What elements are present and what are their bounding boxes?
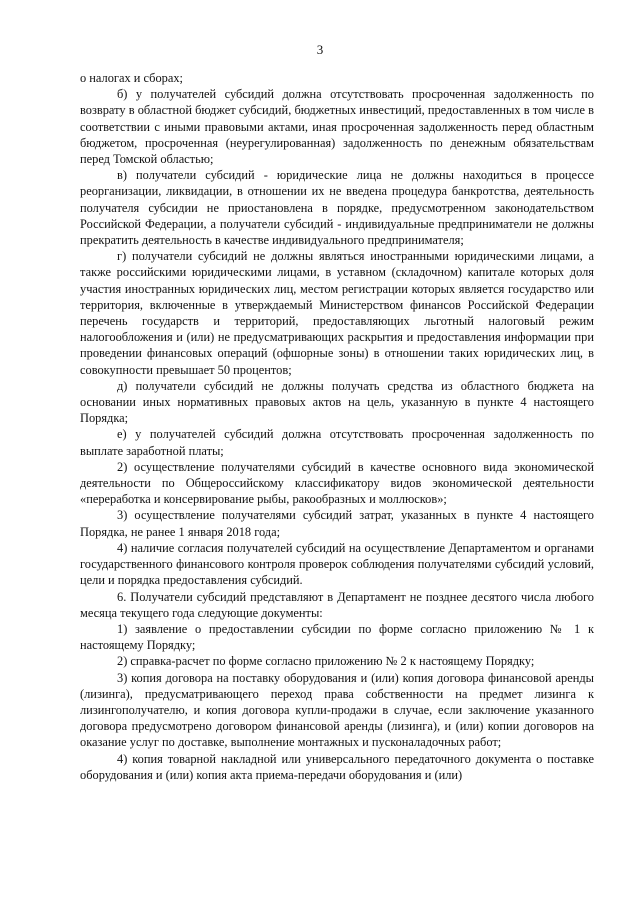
- document-body: [80, 70, 594, 783]
- paragraph-document-2: 2) справка-расчет по форме согласно приложению № 2 к настоящему Порядку;: [117, 654, 535, 669]
- paragraph-condition-3: 3) осуществление получателями субсидий затрат, указанных в пункте 4 настоящего Порядка, не ранее 1 января 2018 года;: [80, 508, 594, 539]
- paragraph-condition-2: 2) осуществление получателями субсидий в качестве основного вида экономической деятельности по Общероссийскому классификатору видов экономической деятельности «переработка и консервирование рыбы, ракообразных и моллюсков»;: [80, 459, 594, 507]
- paragraph-item-e: е) у получателей субсидий должна отсутствовать просроченная задолженность по выплате заработной платы;: [80, 427, 594, 458]
- paragraph-item-d: д) получатели субсидий не должны получать средства из областного бюджета на основании иных нормативных правовых актов на цель, указанную в пункте 4 настоящего Порядка;: [80, 378, 594, 426]
- page-number: 3: [316, 42, 324, 57]
- paragraph-tax-continuation: о налогах и сборах;: [80, 71, 183, 85]
- paragraph-item-b: б) у получателей субсидий должна отсутствовать просроченная задолженность по возврату в областной бюджет субсидий, бюджетных инвестиций, предоставленных в том числе в соответствии с иными правовыми актами, иная просроченная задолженность перед областным бюджетом, просроченная (неурегулированная) задолженность по денежным обязательствам перед Томской областью;: [80, 87, 594, 167]
- paragraph-section-6: 6. Получатели субсидий представляют в Департамент не позднее десятого числа любого месяца текущего года следующие документы:: [80, 589, 594, 620]
- paragraph-document-4: 4) копия товарной накладной или универсального передаточного документа о поставке оборудования и (или) копия акта приема-передачи оборудования и (или): [80, 751, 594, 782]
- paragraph-item-g: г) получатели субсидий не должны являться иностранными юридическими лицами, а также российскими юридическими лицами, в уставном (складочном) капитале которых доля участия иностранных юридических лиц, местом регистрации которых является государство или территория, включенные в утверждаемый Министерством финансов Российской Федерации перечень государств и территорий, предоставляющих льготный налоговый режим налогообложения и (или) не предусматривающих раскрытия и предоставления информации при проведении финансовых операций (офшорные зоны) в отношении таких юридических лиц, в совокупности превышает 50 процентов;: [80, 249, 594, 377]
- paragraph-document-3: 3) копия договора на поставку оборудования и (или) копия договора финансовой аренды (лизинга), предусматривающего переход права собственности на предмет лизинга к лизингополучателю, и копия договора купли-продажи в случае, если заключение указанного договора предусмотрено договором финансовой аренды (лизинга), и (или) копии договоров на оказание услуг по доставке, выполнение монтажных и пусконаладочных работ;: [80, 670, 594, 750]
- paragraph-condition-4: 4) наличие согласия получателей субсидий на осуществление Департаментом и органами государственного финансового контроля проверок соблюдения получателями субсидий условий, цели и порядка предоставления субсидий.: [80, 540, 594, 588]
- paragraph-document-1: 1) заявление о предоставлении субсидии по форме согласно приложению № 1 к настоящему Порядку;: [80, 621, 594, 653]
- paragraph-item-v: в) получатели субсидий - юридические лица не должны находиться в процессе реорганизации, ликвидации, в отношении их не введена процедура банкротства, деятельность получателя субсидии не приостановлена в порядке, предусмотренном законодательством Российской Федерации, а получатели субсидий - индивидуальные предприниматели не должны прекратить деятельность в качестве индивидуального предпринимателя;: [80, 168, 594, 248]
